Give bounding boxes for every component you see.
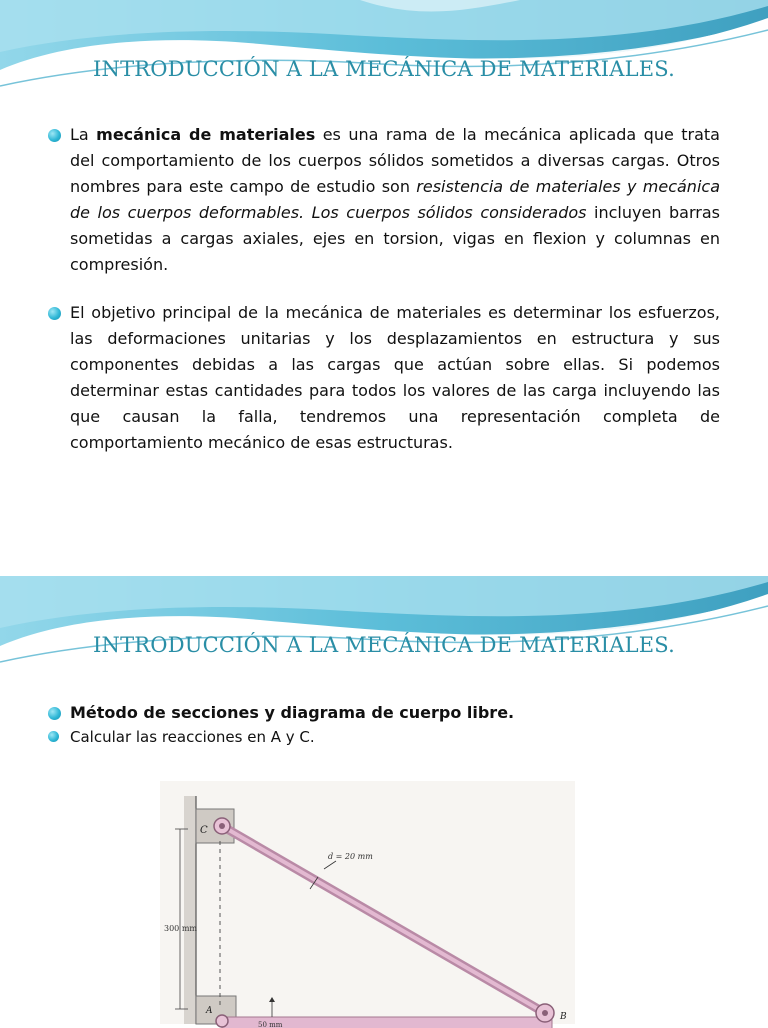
bullet-list bbox=[48, 122, 720, 456]
paragraph: Calcular las reacciones en A y C. bbox=[70, 728, 315, 746]
text-segment: La bbox=[70, 125, 97, 144]
bold-heading: Método de secciones y diagrama de cuerpo libre. bbox=[70, 703, 515, 722]
header-wave bbox=[0, 0, 768, 100]
wall-support bbox=[184, 796, 196, 1024]
truss-diagram bbox=[160, 781, 575, 1028]
text-segment: incluyen barras sometidas a cargas axiales, ejes en torsion, vigas en flexion y columnas en compresión. bbox=[70, 203, 721, 274]
italic-term: resistencia de materiales y mecánica de los cuerpos deformables. Los cuerpos sólidos considerados bbox=[70, 177, 720, 222]
paragraph: El objetivo principal de la mecánica de materiales es determinar los esfuerzos, las deformaciones unitarias y los desplazamientos en estructura y sus componentes debidas a las cargas que actúan sobre ellas. Si podemos determinar estas cantidades para todos los valores de las carga incluyendo las que causan la falla, tendremos una representación completa de comportamiento mecánico de esas estructuras. bbox=[70, 303, 720, 452]
label-b: B bbox=[560, 1012, 567, 1022]
list-item bbox=[48, 725, 720, 749]
bold-term: mecánica de materiales bbox=[96, 125, 316, 144]
bullet-dot-icon bbox=[48, 129, 61, 142]
list-item bbox=[48, 122, 720, 278]
list-item bbox=[48, 701, 720, 725]
slide-title: INTRODUCCIÓN A LA MECÁNICA DE MATERIALES. bbox=[93, 57, 675, 81]
pin-a-icon bbox=[216, 1015, 228, 1027]
slide-title: INTRODUCCIÓN A LA MECÁNICA DE MATERIALES. bbox=[93, 633, 675, 657]
label-c: C bbox=[200, 825, 208, 836]
height-dimension-label: 300 mm bbox=[164, 924, 197, 933]
bullet-list bbox=[48, 701, 720, 749]
slide-2 bbox=[0, 576, 768, 1028]
diameter-label: d = 20 mm bbox=[328, 852, 373, 861]
text-segment: es una rama de la mecánica aplicada que trata del comportamiento de los cuerpos sólidos sometidos a diversas cargas. Otros nombres para este campo de estudio son bbox=[70, 125, 720, 196]
depth-label: 50 mm bbox=[258, 1021, 283, 1028]
label-a: A bbox=[206, 1006, 213, 1016]
header-wave bbox=[0, 576, 768, 676]
list-item bbox=[48, 300, 720, 456]
bullet-dot-icon bbox=[48, 731, 59, 742]
bullet-dot-icon bbox=[48, 307, 61, 320]
bullet-dot-icon bbox=[48, 707, 61, 720]
truss-figure bbox=[160, 781, 575, 1028]
